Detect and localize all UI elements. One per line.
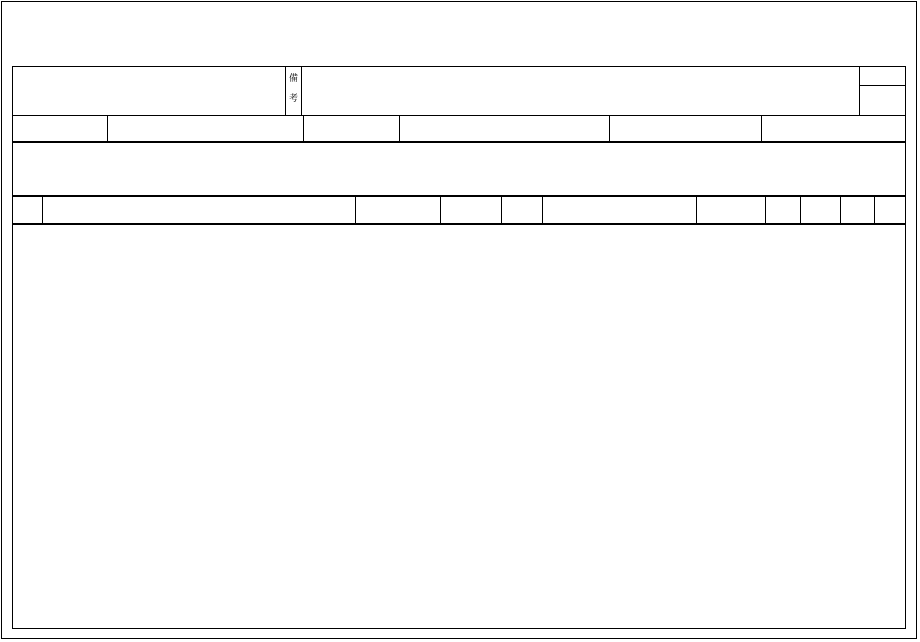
divider — [761, 115, 762, 141]
col-type — [356, 197, 441, 225]
divider — [301, 67, 302, 115]
divider — [303, 115, 304, 141]
divider — [13, 115, 905, 116]
col-length — [697, 197, 766, 225]
col-class — [502, 197, 543, 225]
divider — [285, 67, 286, 115]
col-detail — [543, 197, 697, 225]
table-header — [13, 195, 905, 225]
divider — [859, 85, 905, 86]
col-format — [441, 197, 502, 225]
spec-sheet — [12, 66, 906, 629]
col-decimal — [801, 197, 841, 225]
divider — [107, 115, 108, 141]
remarks-label-1: 備 — [289, 74, 299, 84]
col-control — [875, 197, 905, 225]
remarks-label-2: 考 — [289, 94, 299, 104]
col-no — [13, 197, 43, 225]
divider — [13, 141, 905, 143]
col-name — [43, 197, 356, 225]
divider — [609, 115, 610, 141]
col-repeat — [841, 197, 875, 225]
divider — [399, 115, 400, 141]
col-bytes — [766, 197, 801, 225]
divider — [859, 67, 860, 115]
